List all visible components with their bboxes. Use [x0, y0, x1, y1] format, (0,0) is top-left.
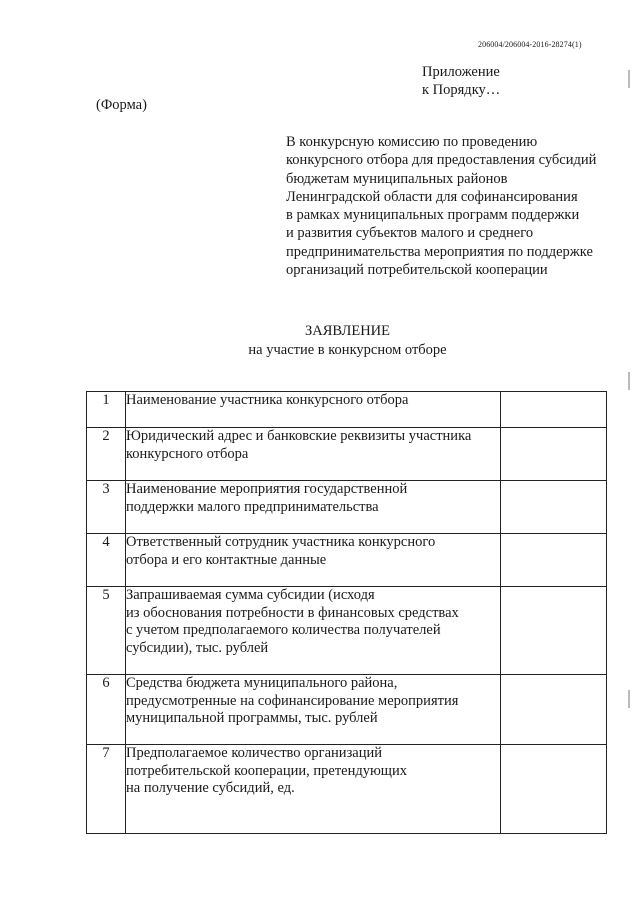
scan-edge-mark: [628, 690, 630, 708]
row-label: [126, 745, 501, 834]
row-label-line: из обоснования потребности в финансовых средствах: [126, 604, 459, 621]
document-id: 206004/206004-2016-28274(1): [478, 40, 582, 49]
addressee-line: организаций потребительской кооперации: [286, 262, 548, 279]
addressee-line: в рамках муниципальных программ поддержки: [286, 207, 580, 224]
row-label: [126, 675, 501, 745]
row-label: [126, 428, 501, 481]
row-number: 4: [87, 534, 126, 587]
row-label: [126, 587, 501, 675]
row-number: 6: [87, 675, 126, 745]
row-label-line: с учетом предполагаемого количества получателей: [126, 622, 441, 639]
row-number: 3: [87, 481, 126, 534]
row-label-line: Ответственный сотрудник участника конкурсного: [126, 534, 436, 550]
row-number: 2: [87, 428, 126, 481]
table-row: [87, 428, 607, 481]
document-subtitle: на участие в конкурсном отборе: [248, 342, 447, 358]
row-label-line: отбора и его контактные данные: [126, 551, 327, 568]
addressee-block: [286, 133, 596, 279]
row-label-line: на получение субсидий, ед.: [126, 780, 295, 797]
row-value-cell[interactable]: [501, 675, 607, 745]
table-row: [87, 675, 607, 745]
row-label-line: Наименование участника конкурсного отбора: [126, 392, 409, 408]
row-value-cell[interactable]: [501, 481, 607, 534]
appendix-line: к Порядку…: [422, 82, 501, 98]
row-label-line: муниципальной программы, тыс. рублей: [126, 710, 378, 727]
addressee-line: бюджетам муниципальных районов: [286, 170, 508, 187]
row-number: 7: [87, 745, 126, 834]
addressee-line: и развития субъектов малого и среднего: [286, 225, 534, 242]
table-row: [87, 392, 607, 428]
addressee-line: конкурсного отбора для предоставления субсидий: [286, 152, 597, 169]
row-label: [126, 392, 501, 428]
row-label: [126, 534, 501, 587]
row-label-line: субсидии), тыс. рублей: [126, 640, 269, 657]
table-row: [87, 587, 607, 675]
row-value-cell[interactable]: [501, 587, 607, 675]
row-label: [126, 481, 501, 534]
application-table: [86, 391, 607, 834]
table-row: [87, 534, 607, 587]
scan-edge-mark: [628, 70, 630, 88]
row-label-line: конкурсного отбора: [126, 445, 249, 462]
row-value-cell[interactable]: [501, 428, 607, 481]
row-label-line: Запрашиваемая сумма субсидии (исходя: [126, 587, 375, 603]
row-number: 1: [87, 392, 126, 428]
row-number: 5: [87, 587, 126, 675]
row-label-line: потребительской кооперации, претендующих: [126, 762, 407, 779]
document-title: ЗАЯВЛЕНИЕ: [304, 323, 391, 339]
row-value-cell[interactable]: [501, 392, 607, 428]
row-label-line: Средства бюджета муниципального района,: [126, 675, 398, 691]
row-label-line: Юридический адрес и банковские реквизиты участника: [126, 428, 472, 444]
row-label-line: поддержки малого предпринимательства: [126, 498, 379, 515]
appendix-line: Приложение: [422, 64, 500, 80]
scan-edge-mark: [628, 372, 630, 390]
addressee-line: предпринимательства мероприятия по поддержке: [286, 243, 593, 260]
row-label-line: предусмотренные на софинансирование мероприятия: [126, 692, 459, 709]
form-label: (Форма): [96, 97, 147, 113]
table-row: [87, 745, 607, 834]
table-row: [87, 481, 607, 534]
row-value-cell[interactable]: [501, 745, 607, 834]
addressee-line: Ленинградской области для софинансирования: [286, 188, 578, 205]
row-label-line: Предполагаемое количество организаций: [126, 745, 383, 761]
addressee-line: В конкурсную комиссию по проведению: [286, 134, 538, 150]
row-label-line: Наименование мероприятия государственной: [126, 481, 408, 497]
row-value-cell[interactable]: [501, 534, 607, 587]
appendix-note: [422, 63, 500, 99]
